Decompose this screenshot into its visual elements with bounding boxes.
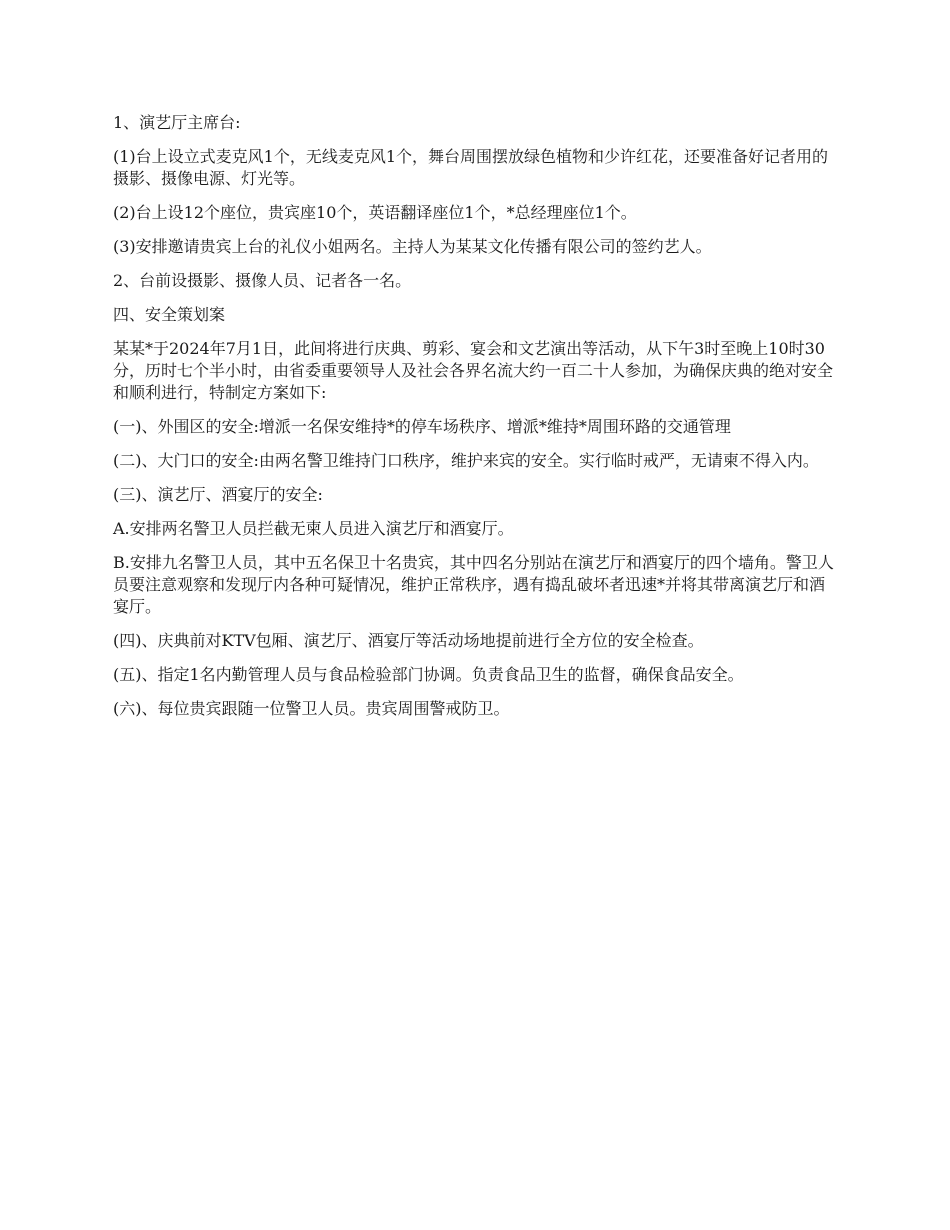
paragraph-stage-equipment: (1)台上设立式麦克风1个，无线麦克风1个，舞台周围摆放绿色植物和少许红花，还要准备好记者用的摄影、摄像电源、灯光等。: [113, 147, 829, 188]
paragraph-food-safety: (五)、指定1名内勤管理人员与食品检验部门协调。负责食品卫生的监督，确保食品安全。: [113, 665, 744, 684]
paragraph-hall-security-b: B.安排九名警卫人员，其中五名保卫十名贵宾，其中四名分别站在演艺厅和酒宴厅的四个墙角。警卫人员要注意观察和发现厅内各种可疑情况，维护正常秩序，遇有捣乱破坏者迅速*并将其带离演艺厅和酒宴厅。: [113, 553, 834, 616]
paragraph-pre-inspection: (四)、庆典前对KTV包厢、演艺厅、酒宴厅等活动场地提前进行全方位的安全检查。: [113, 631, 704, 650]
document-page: [113, 112, 840, 732]
paragraph-etiquette-hosts: (3)安排邀请贵宾上台的礼仪小姐两名。主持人为某某文化传播有限公司的签约艺人。: [113, 237, 712, 256]
paragraph-hall-security-heading: (三)、演艺厅、酒宴厅的安全:: [113, 485, 323, 504]
paragraph-hall-security-a: A.安排两名警卫人员拦截无柬人员进入演艺厅和酒宴厅。: [113, 519, 514, 538]
paragraph-gate-security: (二)、大门口的安全:由两名警卫维持门口秩序，维护来宾的安全。实行临时戒严，无请柬不得入内。: [113, 451, 819, 470]
heading-presidium: 1、演艺厅主席台:: [113, 113, 241, 132]
section-heading-security: 四、安全策划案: [113, 305, 226, 324]
paragraph-stage-seats: (2)台上设12个座位，贵宾座10个，英语翻译座位1个，*总经理座位1个。: [113, 203, 637, 222]
paragraph-security-intro: 某某*于2024年7月1日，此间将进行庆典、剪彩、宴会和文艺演出等活动，从下午3时至晚上10时30分，历时七个半小时，由省委重要领导人及社会各界名流大约一百二十人参加，为确保庆典的绝对安全和顺利进行，特制定方案如下:: [113, 339, 834, 402]
paragraph-perimeter-security: (一)、外围区的安全:增派一名保安维持*的停车场秩序、增派*维持*周围环路的交通管理: [113, 417, 731, 436]
paragraph-vip-guard: (六)、每位贵宾跟随一位警卫人员。贵宾周围警戒防卫。: [113, 699, 510, 718]
paragraph-front-media: 2、台前设摄影、摄像人员、记者各一名。: [113, 271, 412, 290]
